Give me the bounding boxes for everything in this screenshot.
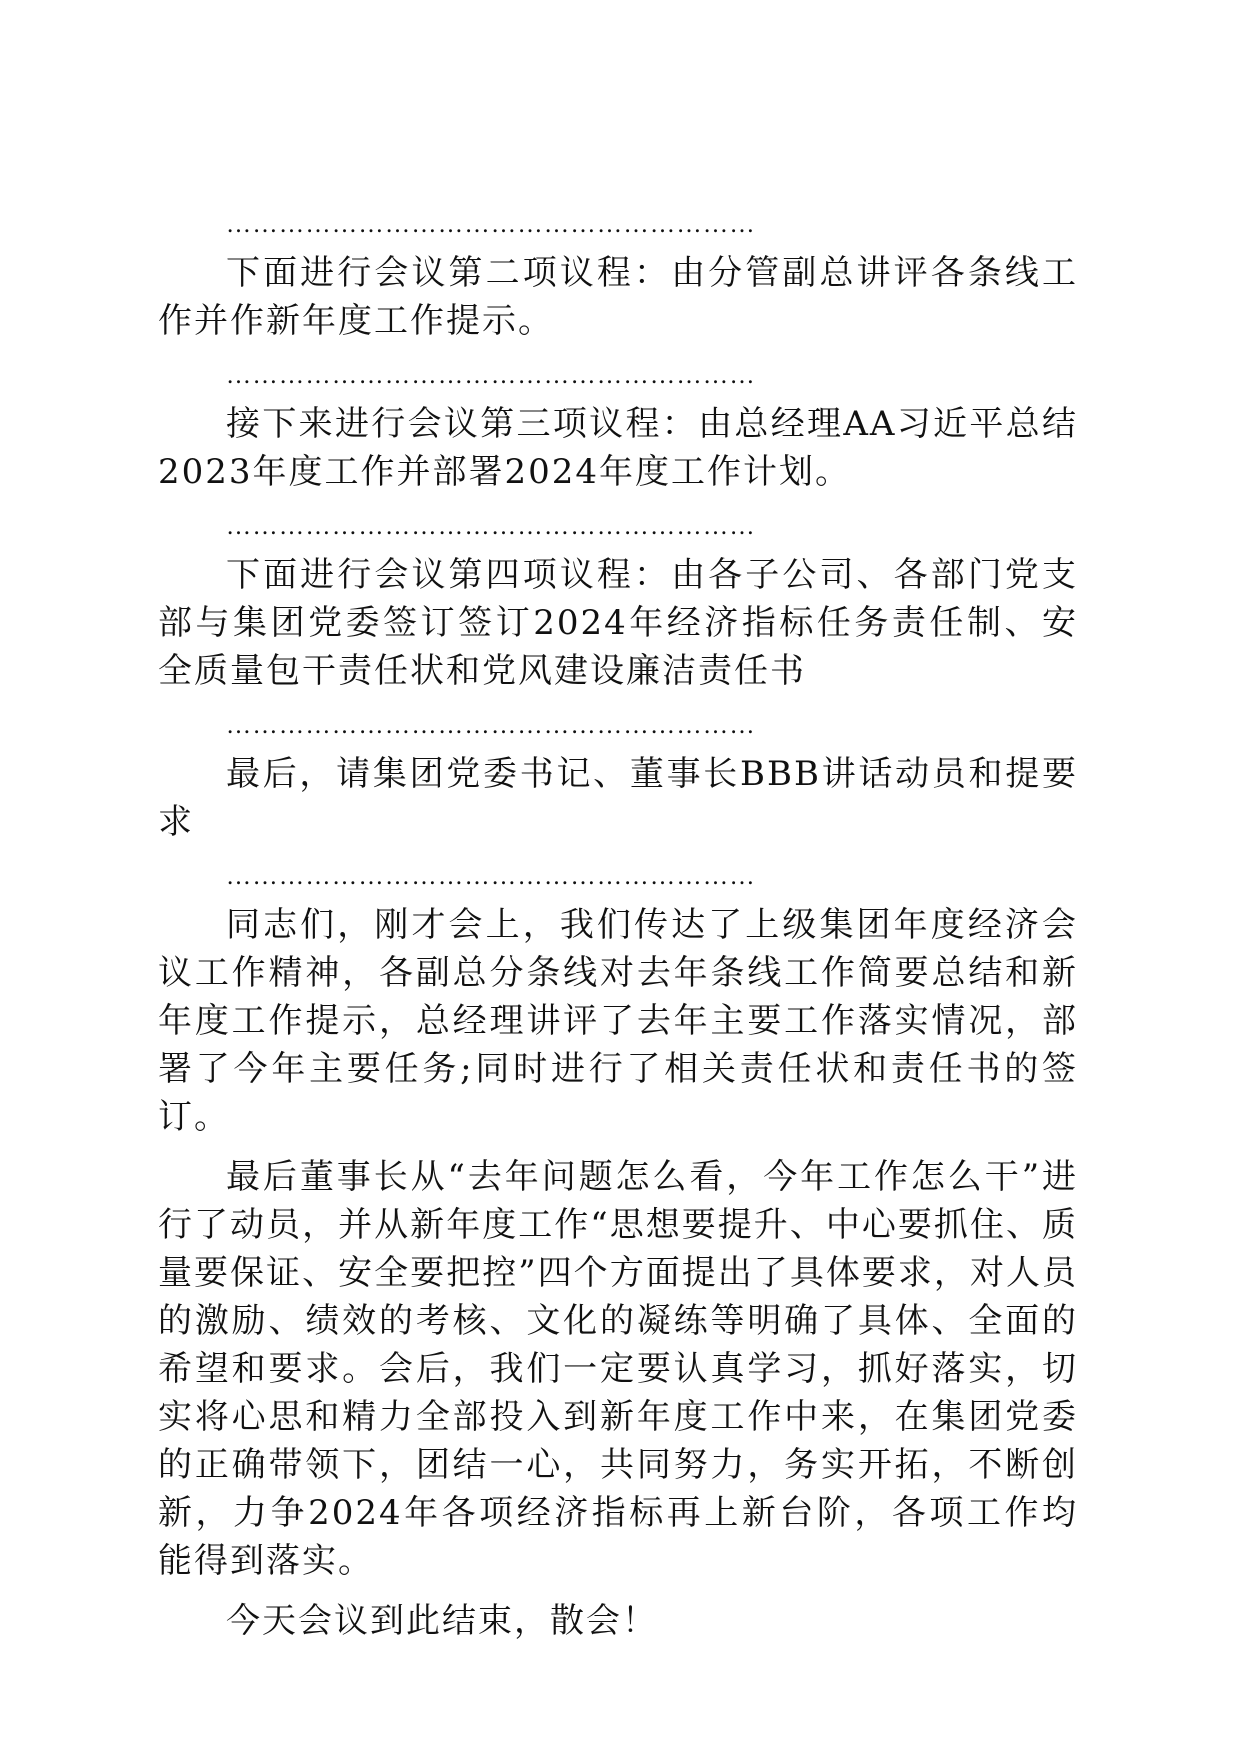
ellipsis-separator: …………………………………………………… bbox=[226, 362, 756, 389]
conclusion-paragraph: 最后董事长从“去年问题怎么看，今年工作怎么干”进行了动员，并从新年度工作“思想要提升、中心要抓住、质量要保证、安全要把控”四个方面提出了具体要求，对人员的激励、绩效的考核、文化的凝练等明确了具体、全面的希望和要求。会后，我们一定要认真学习，抓好落实，切实将心思和精力全部投入到新年度工作中来，在集团党委的正确带领下，团结一心，共同努力，务实开拓，不断创新，力争2024年各项经济指标再上新台阶，各项工作均能得到落实。 bbox=[158, 1157, 1078, 1581]
ellipsis-separator: …………………………………………………… bbox=[226, 863, 756, 890]
agenda-item-3-paragraph: 接下来进行会议第三项议程：由总经理AA习近平总结2023年度工作并部署2024年度工作计划。 bbox=[158, 404, 1078, 492]
chairman-speech-paragraph: 最后，请集团党委书记、董事长BBB讲话动员和提要求 bbox=[158, 754, 1078, 842]
document-body bbox=[158, 204, 1078, 1655]
ellipsis-separator: …………………………………………………… bbox=[226, 211, 756, 238]
summary-paragraph: 同志们，刚才会上，我们传达了上级集团年度经济会议工作精神，各副总分条线对去年条线工作简要总结和新年度工作提示，总经理讲评了去年主要工作落实情况，部署了今年主要任务;同时进行了相关责任状和责任书的签订。 bbox=[158, 905, 1078, 1137]
ellipsis-separator: …………………………………………………… bbox=[226, 513, 756, 540]
agenda-item-2-paragraph: 下面进行会议第二项议程：由分管副总讲评各条线工作并作新年度工作提示。 bbox=[158, 253, 1078, 341]
closing-paragraph: 今天会议到此结束，散会！ bbox=[226, 1601, 658, 1641]
agenda-item-4-paragraph: 下面进行会议第四项议程：由各子公司、各部门党支部与集团党委签订签订2024年经济指标任务责任制、安全质量包干责任状和党风建设廉洁责任书 bbox=[158, 555, 1078, 691]
ellipsis-separator: …………………………………………………… bbox=[226, 712, 756, 739]
